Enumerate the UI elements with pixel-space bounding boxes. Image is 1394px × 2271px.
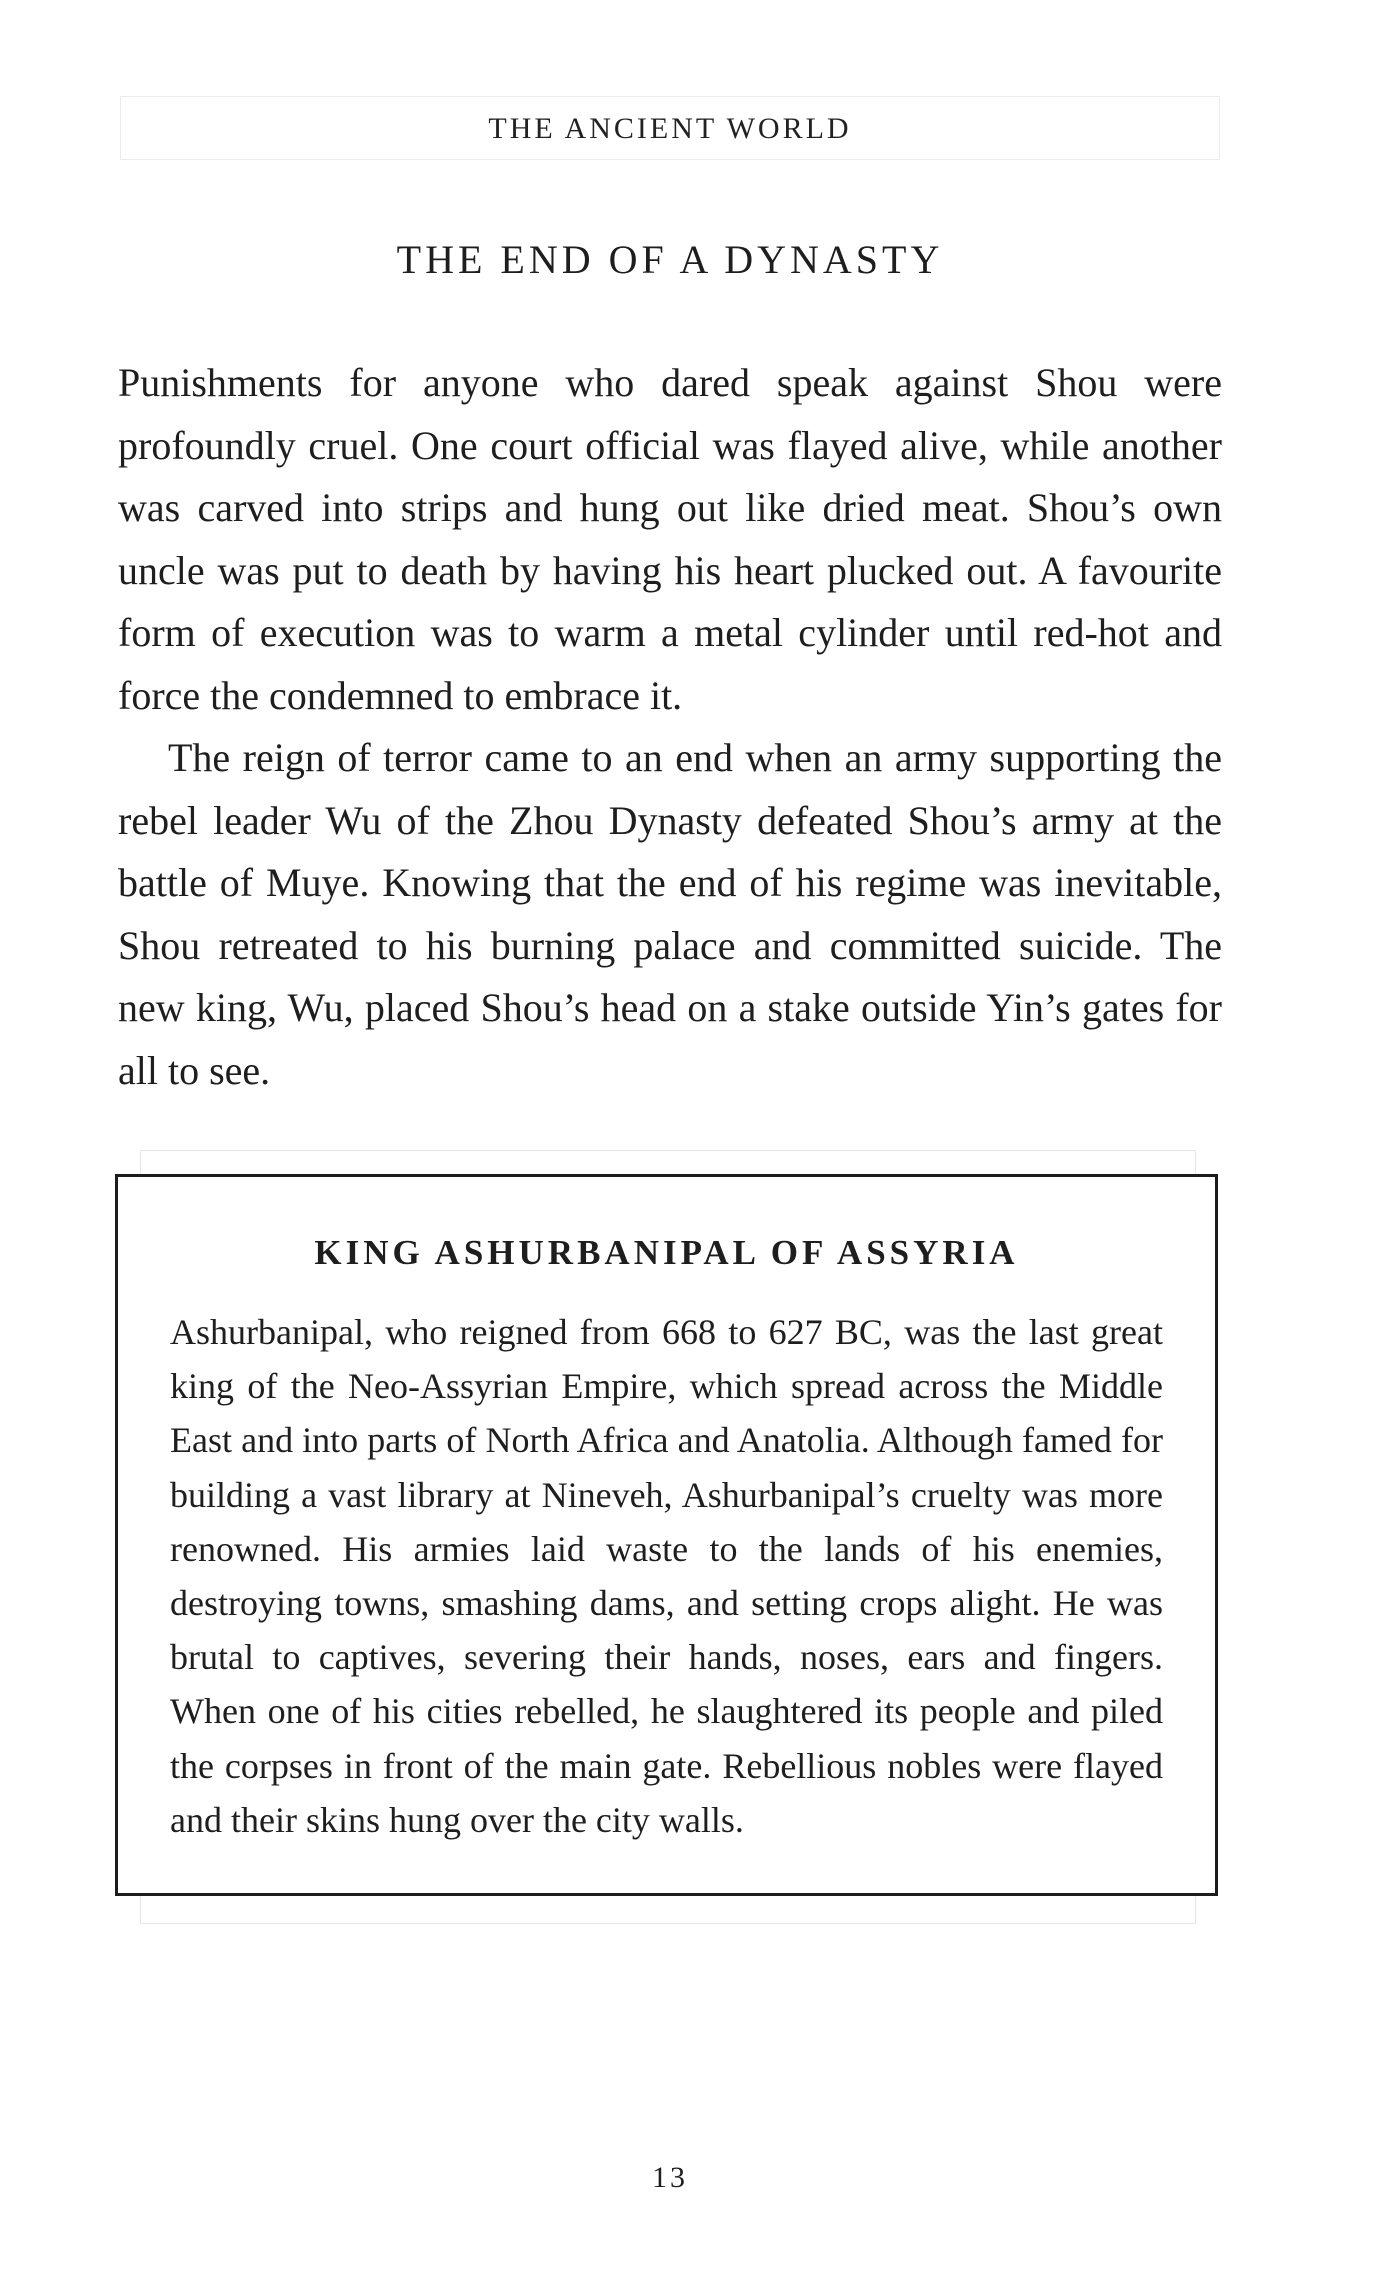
body-text <box>118 352 1222 1102</box>
paragraph: The reign of terror came to an end when an army supporting the rebel leader Wu of the Zhou Dynasty defeated Shou’s army at the battle of Muye. Knowing that the end of his regime was inevitable, Shou retreated to his burning palace and committed suicide. The new king, Wu, placed Shou’s head on a stake outside Yin’s gates for all to see. <box>118 735 1222 1093</box>
sidebar-text: Ashurbanipal, who reigned from 668 to 627 BC, was the last great king of the Neo-Assyrian Empire, which spread across the Middle East and into parts of North Africa and Anatolia. Although famed for building a vast library at Nineveh, Ashurbanipal’s cruelty was more renowned. His armies laid waste to the lands of his enemies, destroying towns, smashing dams, and setting crops alight. He was brutal to captives, severing their hands, noses, ears and fingers. When one of his cities rebelled, he slaughtered its people and piled the corpses in front of the main gate. Rebellious nobles were flayed and their skins hung over the city walls. <box>170 1312 1163 1840</box>
sidebar-title: KING ASHURBANIPAL OF ASSYRIA <box>314 1233 1019 1272</box>
paragraph: Punishments for anyone who dared speak against Shou were profoundly cruel. One court official was flayed alive, while another was carved into strips and hung out like dried meat. Shou’s own uncle was put to death by having his heart plucked out. A favourite form of execution was to warm a metal cylinder until red-hot and force the condemned to embrace it. <box>118 360 1222 718</box>
page-number: 13 <box>652 2161 688 2194</box>
running-head: THE ANCIENT WORLD <box>120 96 1220 160</box>
chapter-title: THE END OF A DYNASTY <box>396 237 944 282</box>
sidebar-box <box>115 1174 1218 1896</box>
